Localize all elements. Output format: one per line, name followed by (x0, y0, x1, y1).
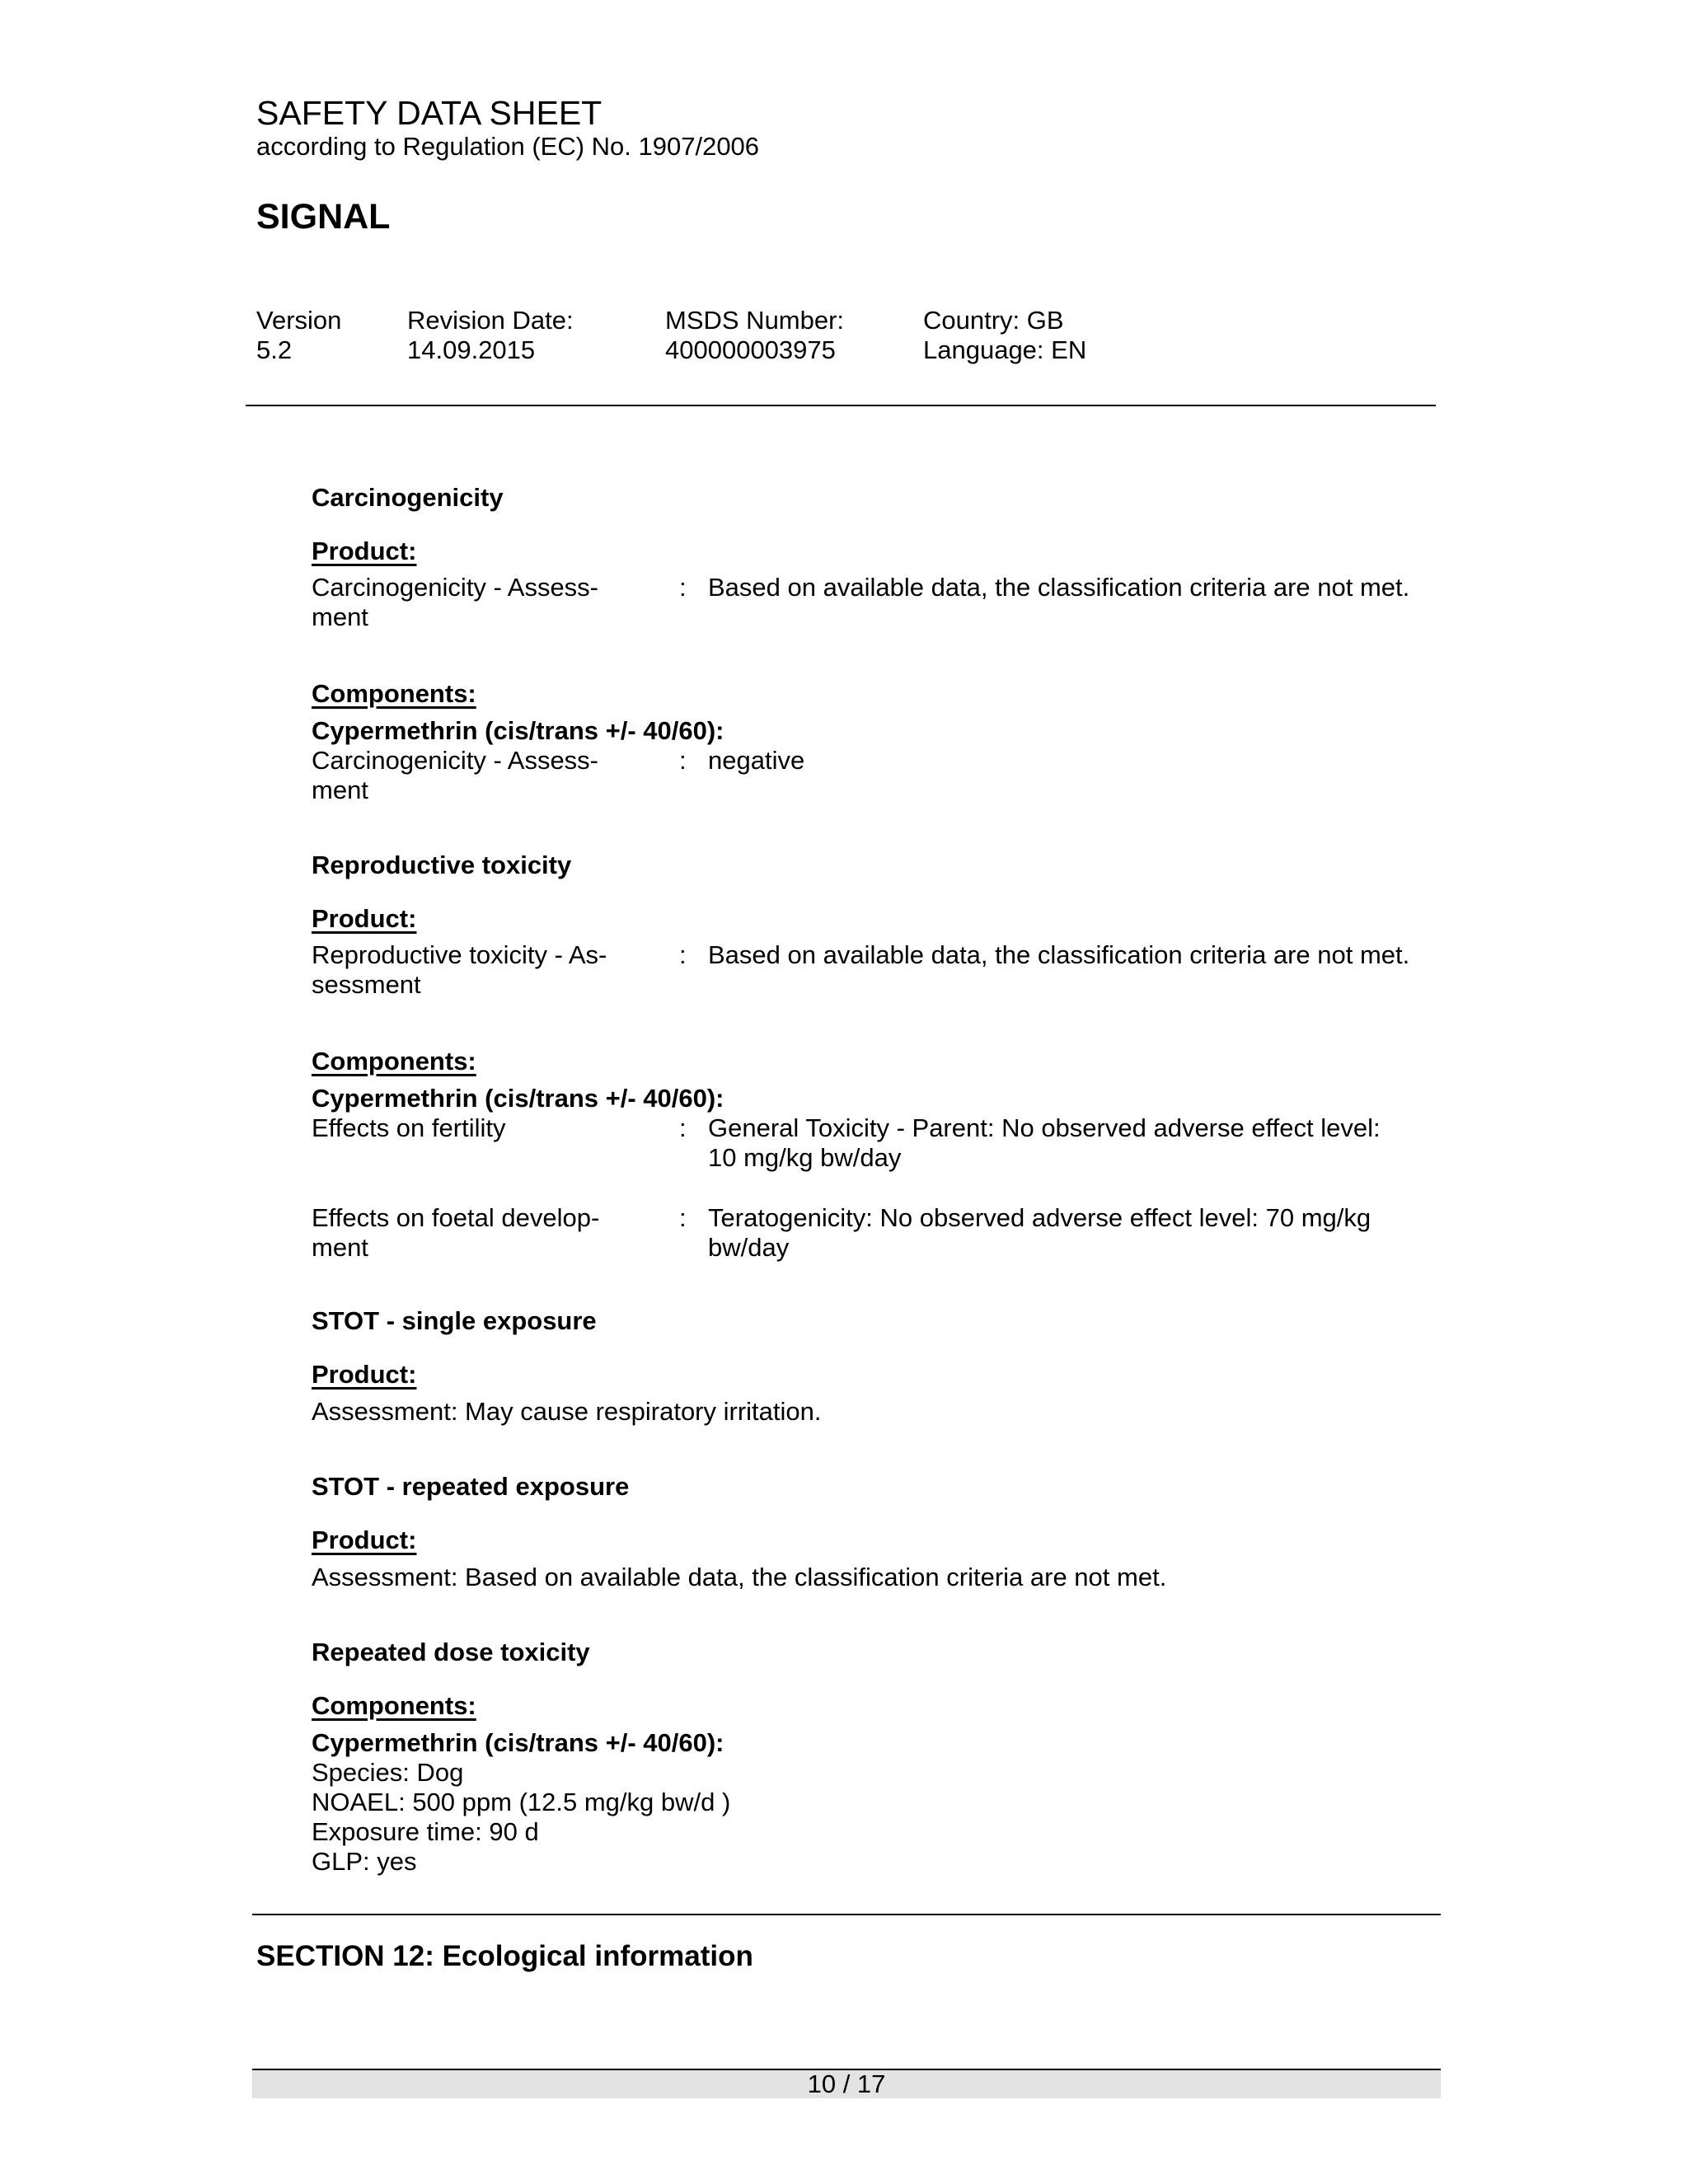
stot-single-product-label: Product: (312, 1360, 417, 1389)
colon-separator: : (679, 1113, 687, 1142)
reproductive-components-label: Components: (312, 1047, 476, 1076)
colon-separator: : (679, 746, 687, 775)
revision-date-label: Revision Date: (407, 306, 574, 335)
exposure-time-line: Exposure time: 90 d (312, 1817, 539, 1846)
carcinogenicity-component-field-label-cont: ment (312, 776, 368, 804)
species-line: Species: Dog (312, 1758, 464, 1787)
foetal-development-value: Teratogenicity: No observed adverse effect level: 70 mg/kg (708, 1203, 1372, 1232)
glp-line: GLP: yes (312, 1847, 417, 1876)
reproductive-product-field-label: Reproductive toxicity - As- (312, 940, 607, 969)
header-divider (246, 405, 1436, 406)
footer-bar (252, 2069, 1441, 2098)
stot-single-heading: STOT - single exposure (312, 1306, 597, 1335)
carcinogenicity-component-field-label: Carcinogenicity - Assess- (312, 746, 599, 775)
language-label: Language: EN (923, 335, 1087, 364)
foetal-development-value-cont: bw/day (708, 1233, 790, 1262)
carcinogenicity-product-field-label: Carcinogenicity - Assess- (312, 573, 599, 602)
colon-separator: : (679, 573, 687, 602)
page-number: 10 / 17 (807, 2069, 886, 2098)
reproductive-product-value: Based on available data, the classification criteria are not met. (708, 940, 1410, 969)
revision-date-value: 14.09.2015 (407, 335, 536, 364)
document-subtitle: according to Regulation (EC) No. 1907/2006 (256, 132, 760, 161)
reproductive-product-label: Product: (312, 904, 417, 933)
document-title: SAFETY DATA SHEET (256, 94, 603, 132)
reproductive-component-name: Cypermethrin (cis/trans +/- 40/60): (312, 1084, 724, 1113)
reproductive-toxicity-heading: Reproductive toxicity (312, 851, 572, 879)
version-value: 5.2 (256, 335, 293, 364)
carcinogenicity-product-field-label-cont: ment (312, 602, 368, 631)
colon-separator: : (679, 940, 687, 969)
msds-number-value: 400000003975 (665, 335, 836, 364)
fertility-label: Effects on fertility (312, 1113, 506, 1142)
carcinogenicity-product-label: Product: (312, 537, 417, 565)
country-label: Country: GB (923, 306, 1064, 335)
stot-repeated-product-label: Product: (312, 1526, 417, 1554)
stot-single-assessment: Assessment: May cause respiratory irritation. (312, 1397, 822, 1426)
repeated-dose-component-name: Cypermethrin (cis/trans +/- 40/60): (312, 1728, 724, 1757)
carcinogenicity-product-value: Based on available data, the classification criteria are not met. (708, 573, 1410, 602)
stot-repeated-assessment: Assessment: Based on available data, the classification criteria are not met. (312, 1563, 1167, 1591)
carcinogenicity-component-name: Cypermethrin (cis/trans +/- 40/60): (312, 716, 724, 745)
foetal-development-label-cont: ment (312, 1233, 368, 1262)
fertility-value-cont: 10 mg/kg bw/day (708, 1143, 902, 1172)
fertility-value: General Toxicity - Parent: No observed adverse effect level: (708, 1113, 1381, 1142)
section-12-title: SECTION 12: Ecological information (256, 1940, 753, 1972)
msds-number-label: MSDS Number: (665, 306, 845, 335)
reproductive-product-field-label-cont: sessment (312, 970, 421, 999)
section-divider (252, 1914, 1441, 1915)
stot-repeated-heading: STOT - repeated exposure (312, 1472, 630, 1501)
repeated-dose-heading: Repeated dose toxicity (312, 1638, 590, 1666)
colon-separator: : (679, 1203, 687, 1232)
foetal-development-label: Effects on foetal develop- (312, 1203, 600, 1232)
product-name: SIGNAL (256, 197, 391, 237)
carcinogenicity-components-label: Components: (312, 679, 476, 708)
repeated-dose-components-label: Components: (312, 1691, 476, 1720)
noael-line: NOAEL: 500 ppm (12.5 mg/kg bw/d ) (312, 1788, 731, 1816)
carcinogenicity-heading: Carcinogenicity (312, 483, 504, 512)
version-label: Version (256, 306, 342, 335)
carcinogenicity-component-value: negative (708, 746, 805, 775)
